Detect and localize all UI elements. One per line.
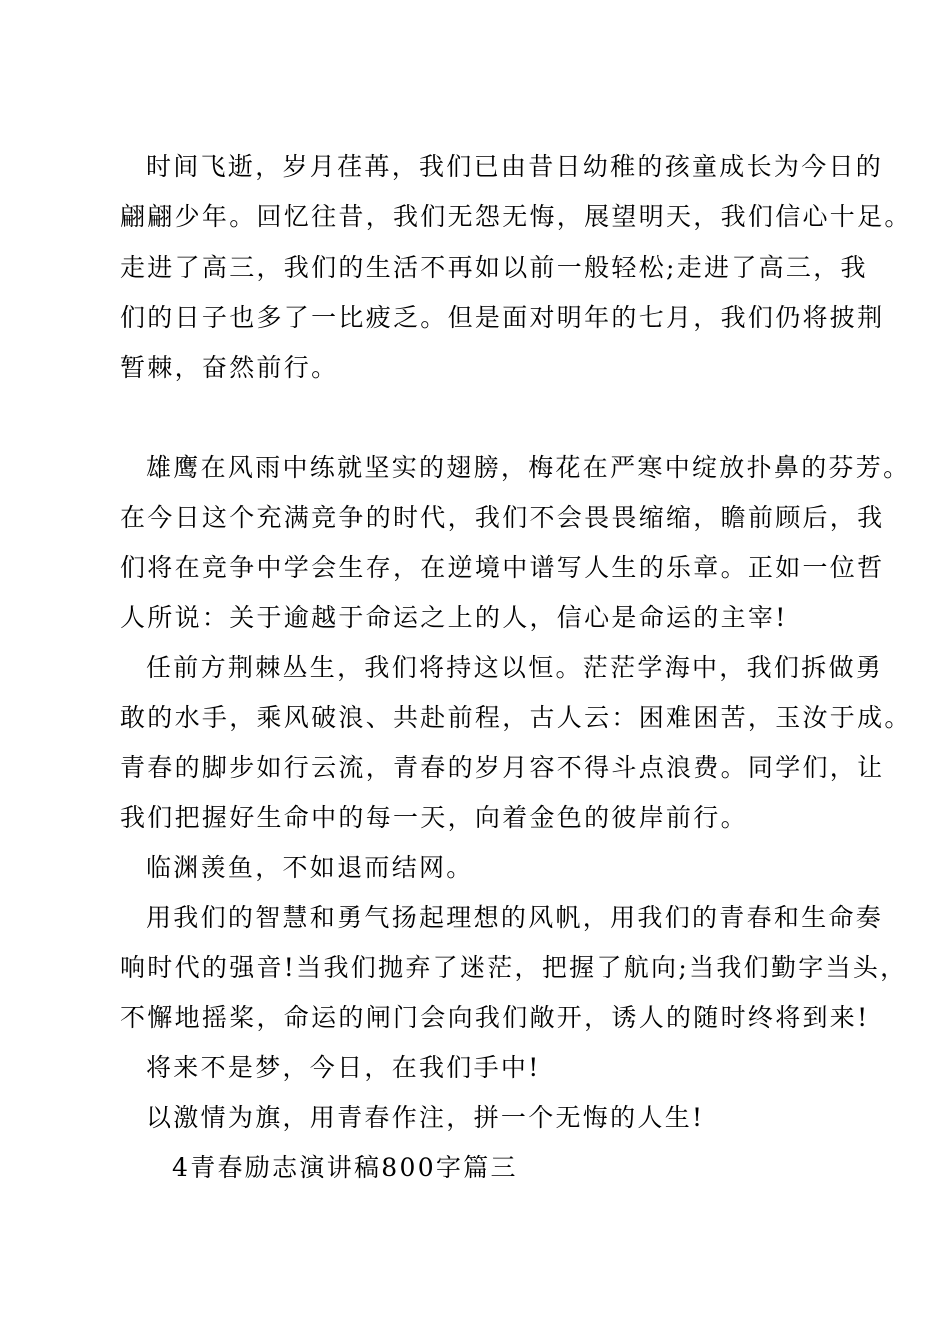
paragraph-line: 走进了高三，我们的生活不再如以前一般轻松;走进了高三，我 (120, 253, 868, 282)
paragraph-line: 翩翩少年。回忆往昔，我们无怨无悔，展望明天，我们信心十足。 (120, 202, 912, 231)
paragraph-line: 人所说：关于逾越于命运之上的人，信心是命运的主宰! (120, 603, 788, 632)
section-heading: 4青春励志演讲稿800字篇三 (172, 1153, 518, 1182)
paragraph-line: 不懈地摇桨，命运的闸门会向我们敞开，诱人的随时终将到来! (120, 1003, 870, 1032)
paragraph-line: 青春的脚步如行云流，青春的岁月容不得斗点浪费。同学们，让 (120, 753, 885, 782)
paragraph-line: 敢的水手，乘风破浪、共赴前程，古人云：困难困苦，玉汝于成。 (120, 703, 912, 732)
paragraph-line: 们的日子也多了一比疲乏。但是面对明年的七月，我们仍将披荆 (120, 303, 885, 332)
paragraph-line: 我们把握好生命中的每一天，向着金色的彼岸前行。 (120, 803, 748, 832)
paragraph-line: 以激情为旗，用青春作注，拼一个无悔的人生! (146, 1103, 705, 1132)
paragraph-line: 响时代的强音!当我们抛弃了迷茫，把握了航向;当我们勤字当头， (120, 953, 908, 982)
paragraph-line: 任前方荆棘丛生，我们将持这以恒。茫茫学海中，我们拆做勇 (146, 653, 884, 682)
paragraph-line: 雄鹰在风雨中练就坚实的翅膀，梅花在严寒中绽放扑鼻的芬芳。 (146, 453, 911, 482)
paragraph-line: 用我们的智慧和勇气扬起理想的风帆，用我们的青春和生命奏 (146, 903, 884, 932)
paragraph-line: 将来不是梦，今日，在我们手中! (146, 1053, 541, 1082)
paragraph-line: 暂棘，奋然前行。 (120, 353, 339, 382)
paragraph-line: 临渊羡鱼，不如退而结网。 (146, 853, 474, 882)
paragraph-line: 在今日这个充满竞争的时代，我们不会畏畏缩缩，瞻前顾后，我 (120, 503, 885, 532)
paragraph-line: 时间飞逝，岁月荏苒，我们已由昔日幼稚的孩童成长为今日的 (146, 152, 884, 181)
paragraph-line: 们将在竞争中学会生存，在逆境中谱写人生的乐章。正如一位哲 (120, 553, 885, 582)
